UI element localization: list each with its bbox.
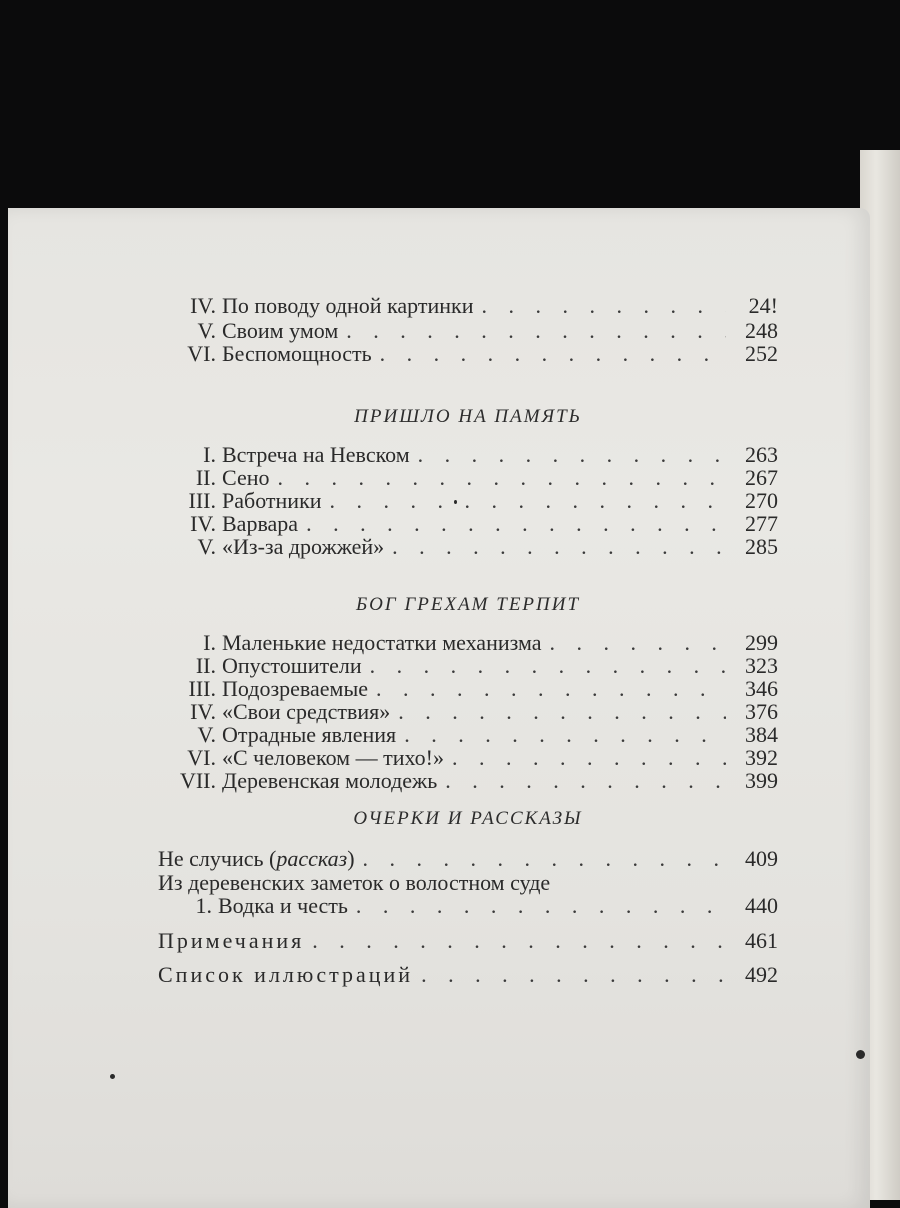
entry-title: Опустошители	[222, 653, 362, 678]
toc-entry	[158, 465, 778, 489]
entry-page: 248	[745, 318, 778, 343]
toc-entry	[158, 488, 778, 512]
entry-page: 384	[745, 722, 778, 747]
entry-title: Маленькие недостатки механизма	[222, 630, 542, 655]
entry-page: 270	[745, 488, 778, 513]
entry-title: Варвара	[222, 511, 299, 536]
entry-page: 267	[745, 465, 778, 490]
paper-speck	[110, 1074, 115, 1079]
dot-leader	[356, 893, 726, 919]
entry-page: 24!	[748, 293, 778, 318]
entry-title: «Свои средствия»	[222, 699, 391, 724]
entry-page: 346	[745, 676, 778, 701]
entry-title	[158, 846, 355, 872]
section-heading: ОЧЕРКИ И РАССКАЗЫ	[353, 808, 583, 829]
entry-title: Работники	[222, 488, 322, 513]
entry-number: IV.	[190, 293, 216, 318]
dot-leader	[392, 534, 726, 560]
entry-number: III.	[188, 676, 216, 701]
section-heading: ПРИШЛО НА ПАМЯТЬ	[354, 406, 582, 427]
toc-entry	[158, 768, 778, 792]
toc-entry	[158, 318, 778, 342]
entry-page: 376	[745, 699, 778, 724]
entry-page: 263	[745, 442, 778, 467]
entry-page: 299	[745, 630, 778, 655]
entry-page: 399	[745, 768, 778, 793]
toc-entry	[158, 653, 778, 677]
toc-entry	[158, 341, 778, 365]
entry-title: «С человеком — тихо!»	[222, 745, 444, 770]
toc-entry	[158, 893, 778, 917]
toc-entry-heading	[158, 870, 778, 894]
entry-number: I.	[203, 442, 216, 467]
entry-title: Водка и честь	[218, 893, 348, 918]
dot-leader	[312, 928, 726, 954]
entry-number: VII.	[179, 768, 216, 793]
entry-title: Отрадные явления	[222, 722, 397, 747]
toc-entry	[158, 745, 778, 769]
entry-page: 252	[745, 341, 778, 366]
entry-page: 277	[745, 511, 778, 536]
entry-title: Сено	[222, 465, 270, 490]
story-genre: рассказ	[276, 846, 348, 871]
toc-entry	[158, 699, 778, 723]
toc-entry	[158, 928, 778, 952]
dot-leader	[380, 341, 726, 367]
entry-title: Список иллюстраций	[158, 962, 414, 987]
entry-title: Подозреваемые	[222, 676, 368, 701]
entry-number: IV.	[190, 511, 216, 536]
toc-entry	[158, 630, 778, 654]
entry-title: По поводу одной картинки	[222, 293, 474, 318]
entry-page: 392	[745, 745, 778, 770]
toc-entry	[158, 293, 778, 317]
paper-speck	[856, 1050, 865, 1059]
dot-leader	[421, 962, 726, 988]
entry-page: 285	[745, 534, 778, 559]
entry-number: I.	[203, 630, 216, 655]
entry-title: Своим умом	[222, 318, 339, 343]
entry-number: VI.	[187, 745, 216, 770]
entry-number: V.	[197, 318, 216, 343]
entry-title: Примечания	[158, 928, 305, 953]
entry-page: 461	[745, 928, 778, 953]
toc-entry	[158, 534, 778, 558]
book-page	[8, 208, 870, 1208]
toc-entry	[158, 676, 778, 700]
entry-number: II.	[195, 653, 216, 678]
entry-title: Из деревенских заметок о волостном суде	[158, 870, 551, 895]
entry-title: Деревенская молодежь	[222, 768, 438, 793]
toc-entry	[158, 511, 778, 535]
dot-leader	[482, 293, 726, 319]
entry-number: V.	[197, 534, 216, 559]
dot-leader	[363, 846, 726, 872]
entry-page: 492	[745, 962, 778, 987]
story-title: Не случись (	[158, 846, 277, 871]
entry-title: Встреча на Невском	[222, 442, 410, 467]
entry-title: Беспомощность	[222, 341, 372, 366]
toc-entry	[158, 962, 778, 986]
entry-number: VI.	[187, 341, 216, 366]
entry-page: 323	[745, 653, 778, 678]
section-heading: БОГ ГРЕХАМ ТЕРПИТ	[355, 594, 581, 615]
entry-number: V.	[197, 722, 216, 747]
entry-page: 409	[745, 846, 778, 871]
dot-leader	[445, 768, 726, 794]
entry-number: II.	[195, 465, 216, 490]
entry-title: «Из-за дрожжей»	[222, 534, 385, 559]
toc-entry	[158, 846, 778, 870]
entry-number: III.	[188, 488, 216, 513]
entry-page: 440	[745, 893, 778, 918]
toc-entry	[158, 442, 778, 466]
entry-number: 1.	[195, 893, 212, 918]
story-close: )	[347, 846, 355, 871]
toc-entry	[158, 722, 778, 746]
entry-number: IV.	[190, 699, 216, 724]
paper-speck	[454, 500, 457, 504]
